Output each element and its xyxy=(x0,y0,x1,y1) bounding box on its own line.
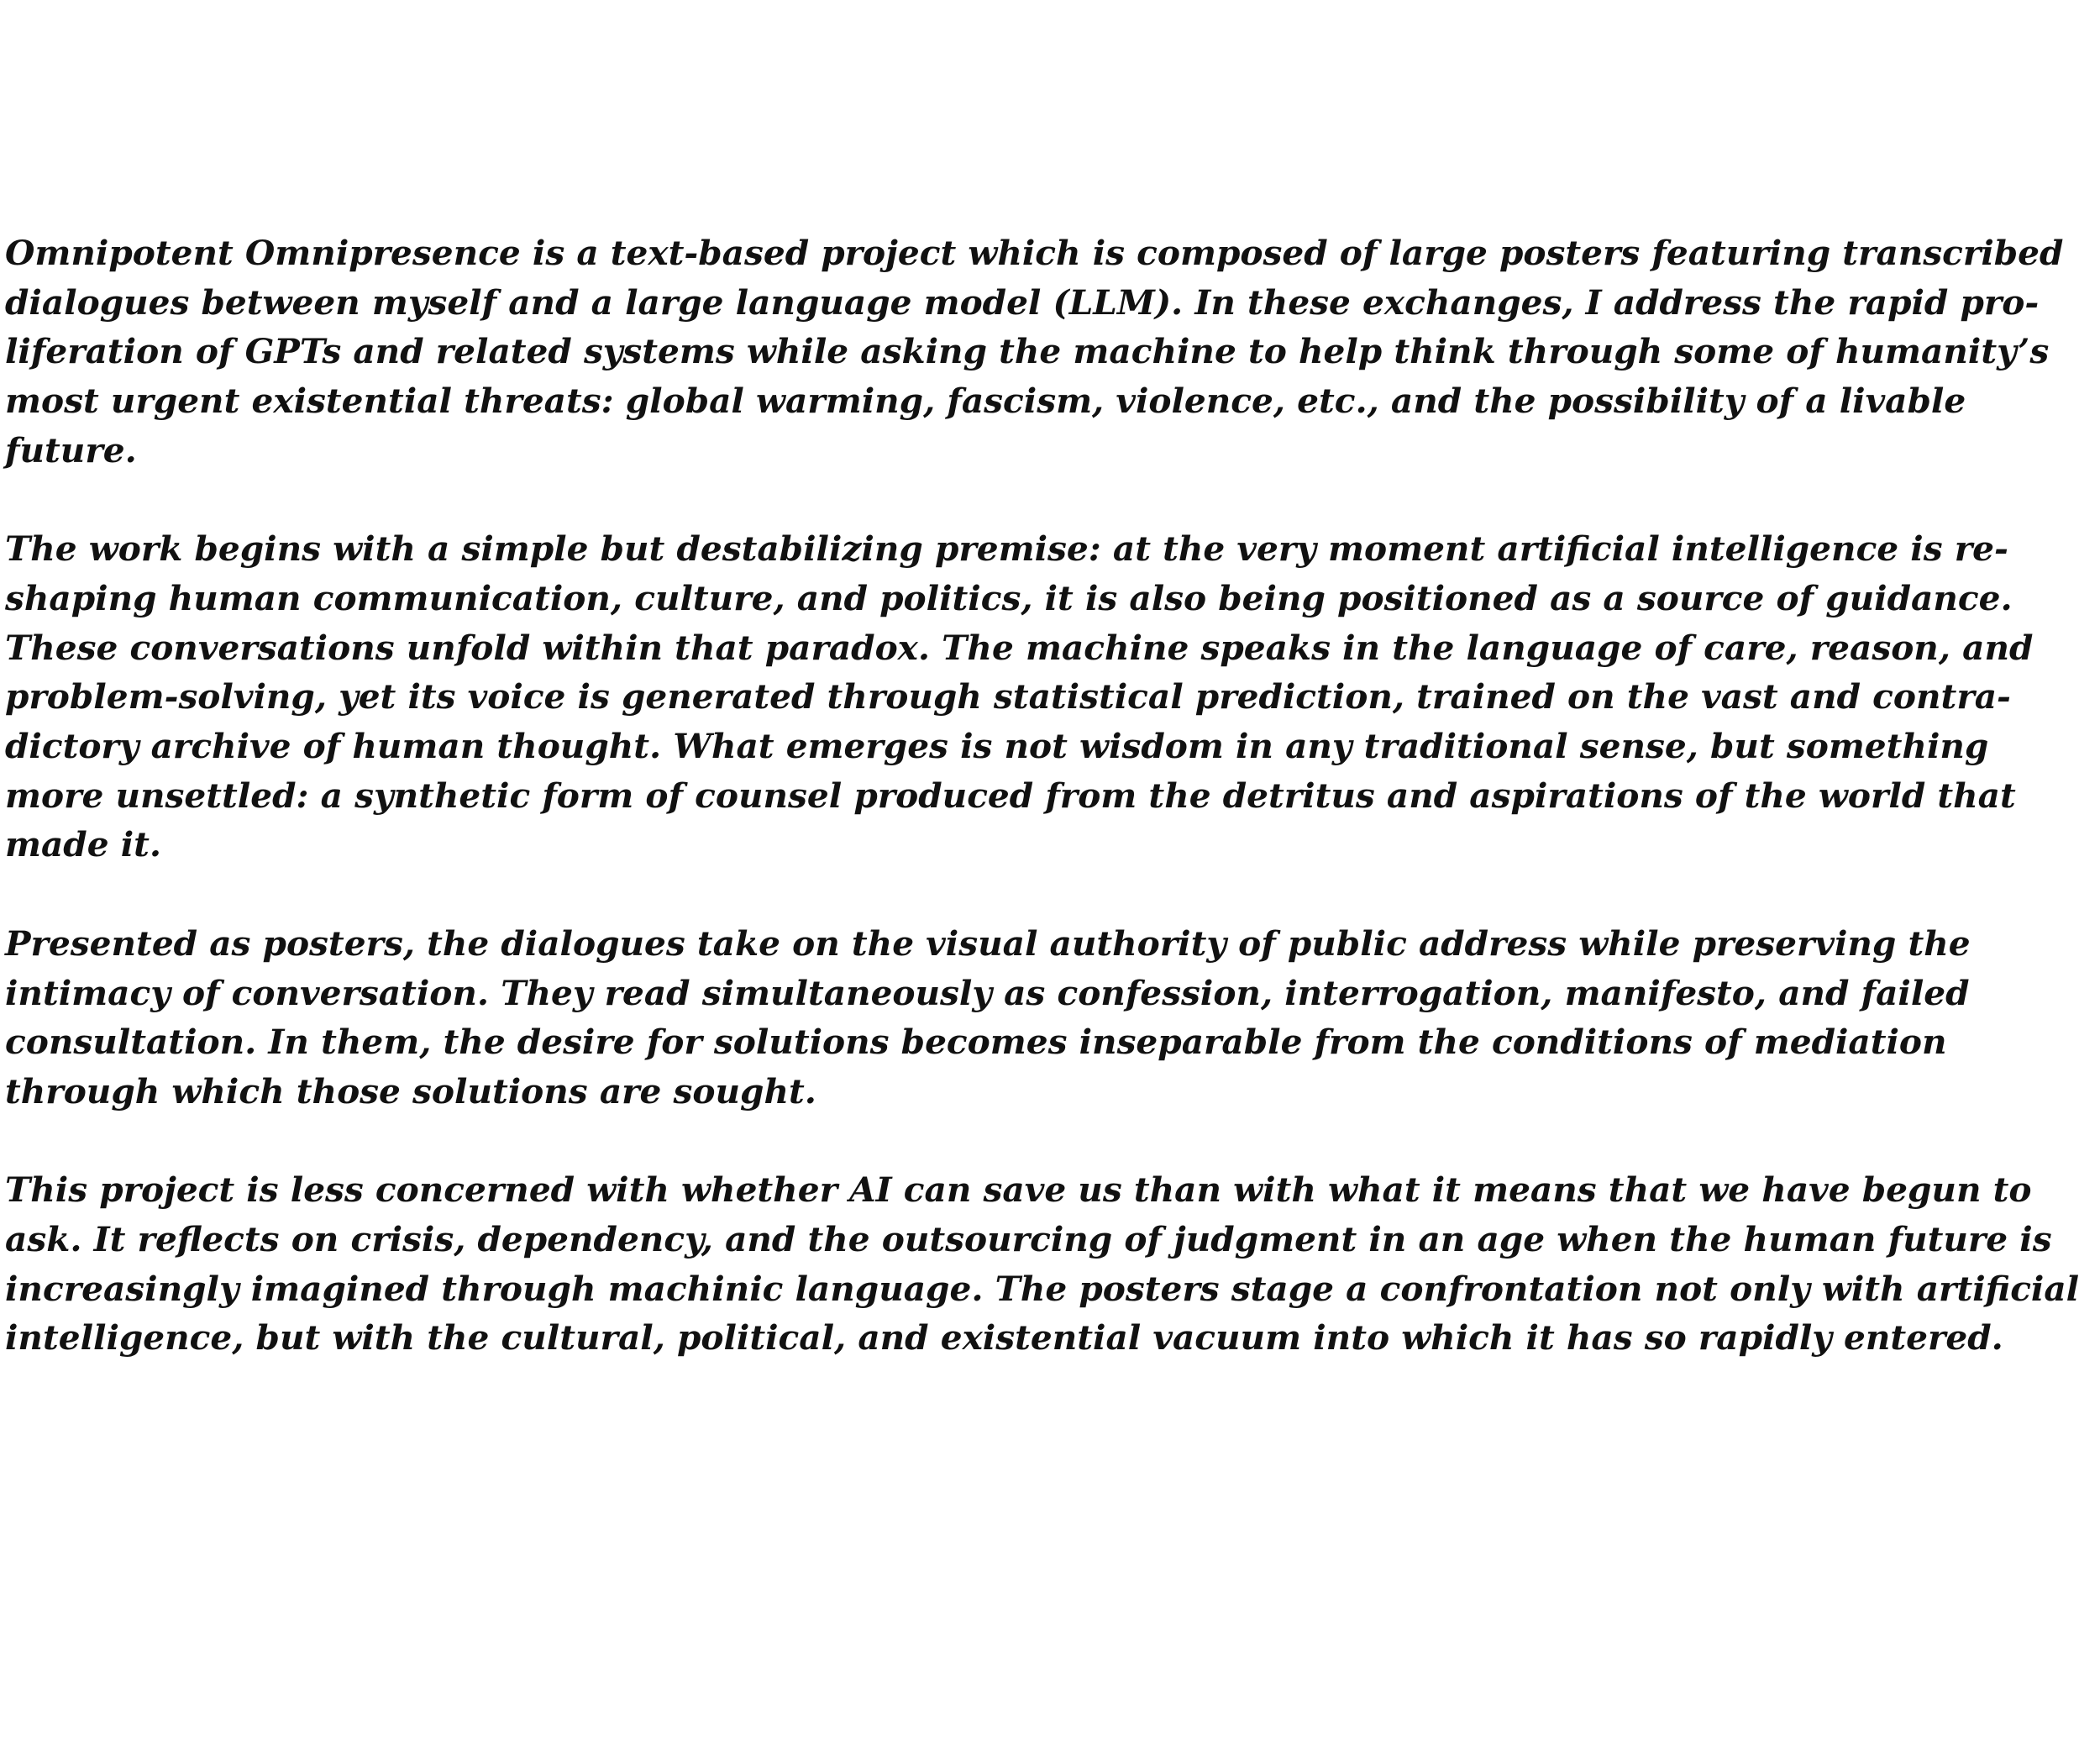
text-line: The work begins with a simple but destabilizing premise: at the very moment artificial intelligence is re- xyxy=(5,528,2008,570)
text-line: made it. xyxy=(5,824,162,865)
text-line: intelligence, but with the cultural, political, and existential vacuum into which it has so rapidly entered. xyxy=(5,1317,2003,1358)
text-line: most urgent existential threats: global warming, fascism, violence, etc., and the possibility of a livable xyxy=(5,381,1966,422)
text-line: dictory archive of human thought. What emerges is not wisdom in any traditional sense, but something xyxy=(5,726,1989,767)
statement-paragraph xyxy=(5,919,2080,1117)
statement-paragraph xyxy=(5,1165,2080,1363)
statement-paragraph xyxy=(5,229,2080,476)
text-line: consultation. In them, the desire for solutions becomes inseparable from the conditions of mediation xyxy=(5,1022,1947,1063)
text-line: This project is less concerned with whether AI can save us than with what it means that we have begun to xyxy=(5,1169,2032,1211)
text-line: intimacy of conversation. They read simultaneously as confession, interrogation, manifesto, and failed xyxy=(5,972,1970,1013)
text-line: dialogues between myself and a large language model (LLM). In these exchanges, I address the rapid pro- xyxy=(5,281,2040,323)
text-line: Presented as posters, the dialogues take on the visual authority of public address while preserving the xyxy=(5,922,1971,964)
text-line: liferation of GPTs and related systems while asking the machine to help think through some of humanity’s xyxy=(5,331,2050,372)
text-line: through which those solutions are sought. xyxy=(5,1070,816,1111)
text-line: ask. It reflects on crisis, dependency, and the outsourcing of judgment in an age when the human future is xyxy=(5,1219,2052,1260)
text-line: Omnipotent Omnipresence is a text-based project which is composed of large posters featuring transcribed xyxy=(5,233,2064,273)
text-line: future. xyxy=(5,429,137,470)
statement-paragraph xyxy=(5,524,2080,870)
text-line: These conversations unfold within that paradox. The machine speaks in the language of care, reason, and xyxy=(5,627,2034,668)
text-line: problem-solving, yet its voice is generated through statistical prediction, trained on the vast and contra- xyxy=(5,676,2011,717)
text-line: shaping human communication, culture, and politics, it is also being positioned as a source of guidance. xyxy=(5,577,2013,618)
text-line: more unsettled: a synthetic form of counsel produced from the detritus and aspirations of the world that xyxy=(5,775,2016,816)
artist-statement xyxy=(5,229,2080,1363)
text-line: increasingly imagined through machinic language. The posters stage a confrontation not only with artificial xyxy=(5,1268,2080,1309)
